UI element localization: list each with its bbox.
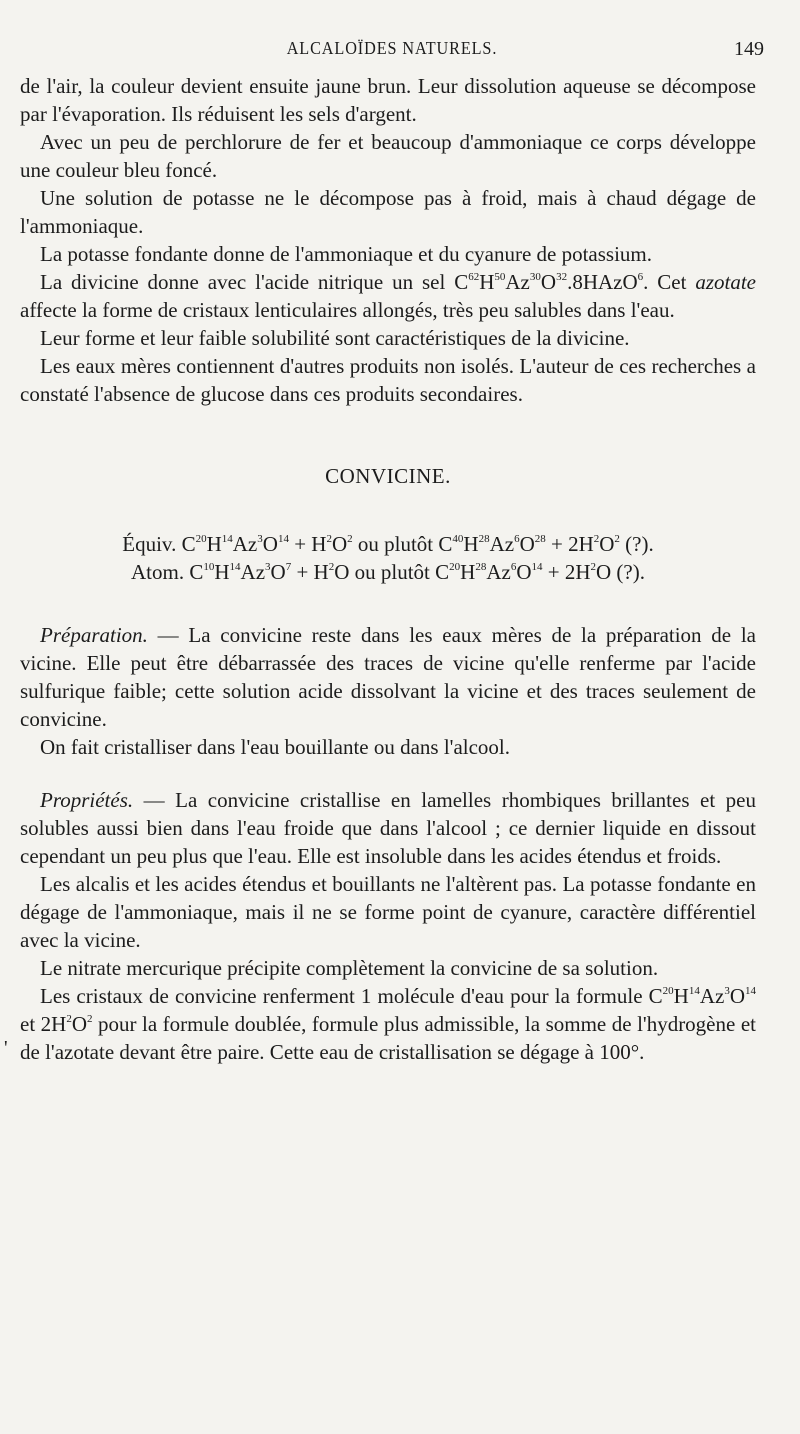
paragraph: Une solution de potasse ne le décompose pas à froid, mais à chaud dégage de l'ammoniaque. — [20, 186, 756, 238]
paragraph: Les alcalis et les acides étendus et bouillants ne l'altèrent pas. La potasse fondante en dégage de l'ammoniaque, mais il ne se forme point de cyanure, caractère différentiel avec la vicine. — [20, 872, 756, 952]
formula-atom: Atom. $C^{10}H^{14}Az^3O^7 + H^2O$ ou plutôt $C^{20}H^{28}Az^6O^{14} + 2H^2O$ (?). — [131, 560, 645, 584]
paragraph-divicine-nitrate: La divicine donne avec l'acide nitrique un sel $C^{62}H^{50}Az^{30}O^{32}.8HAzO^6$. Cet azotate affecte la forme de cristaux lenticulaires allongés, très peu salubles dans l'eau. — [20, 270, 756, 322]
page-header — [20, 38, 764, 64]
paragraph: Le nitrate mercurique précipite complètement la convicine de sa solution. — [40, 956, 659, 980]
preparation-label: Préparation. — [40, 623, 148, 647]
margin-mark: ' — [4, 1037, 8, 1059]
section-preparation — [20, 621, 756, 761]
section-proprietes — [20, 786, 756, 1066]
paragraph-proprietes: Propriétés. — La convicine cristallise en lamelles rhombiques brillantes et peu solubles aussi bien dans l'eau froide que dans l'alcool ; ce dernier liquide en dissout cependant un peu plus que l'eau. Elle est insoluble dans les acides étendus et froids. — [20, 788, 756, 868]
paragraph-water-of-crystallisation: Les cristaux de convicine renferment 1 molécule d'eau pour la formule $C^{20}H^{14}Az^3O^{14}$ et $2H^2O^2$ pour la formule doublée, formule plus admissible, la somme de l'hydrogène et de l'azotate devant être paire. Cette eau de cristallisation se dégage à 100°. — [20, 984, 756, 1064]
paragraph: Les eaux mères contiennent d'autres produits non isolés. L'auteur de ces recherches a constaté l'absence de glucose dans ces produits secondaires. — [20, 354, 756, 406]
section-heading: CONVICINE. — [325, 464, 451, 488]
paragraph: de l'air, la couleur devient ensuite jaune brun. Leur dissolution aqueuse se décompose par l'évaporation. Ils réduisent les sels d'argent. — [20, 74, 756, 126]
page-number: 149 — [734, 38, 764, 60]
formula-equiv: Équiv. $C^{20}H^{14}Az^3O^{14} + H^2O^2$ ou plutôt $C^{40}H^{28}Az^6O^{28} + 2H^2O^2$ (?). — [122, 532, 654, 556]
paragraph: La potasse fondante donne de l'ammoniaque et du cyanure de potassium. — [40, 242, 653, 266]
running-title: ALCALOÏDES NATURELS. — [286, 38, 498, 58]
section-divicine-text — [20, 72, 756, 408]
paragraph: On fait cristalliser dans l'eau bouillante ou dans l'alcool. — [40, 735, 511, 759]
formula-block — [20, 530, 756, 586]
paragraph: Leur forme et leur faible solubilité sont caractéristiques de la divicine. — [40, 326, 630, 350]
proprietes-label: Propriétés. — [40, 788, 134, 812]
paragraph-preparation: Préparation. — La convicine reste dans les eaux mères de la préparation de la vicine. Elle peut être débarrassée des traces de vicine qu'elle renferme par l'acide sulfurique faible; cette solution acide dissolvant la vicine et des traces seulement de convicine. — [20, 623, 756, 731]
paragraph: Avec un peu de perchlorure de fer et beaucoup d'ammoniaque ce corps développe une couleur bleu foncé. — [20, 130, 756, 182]
